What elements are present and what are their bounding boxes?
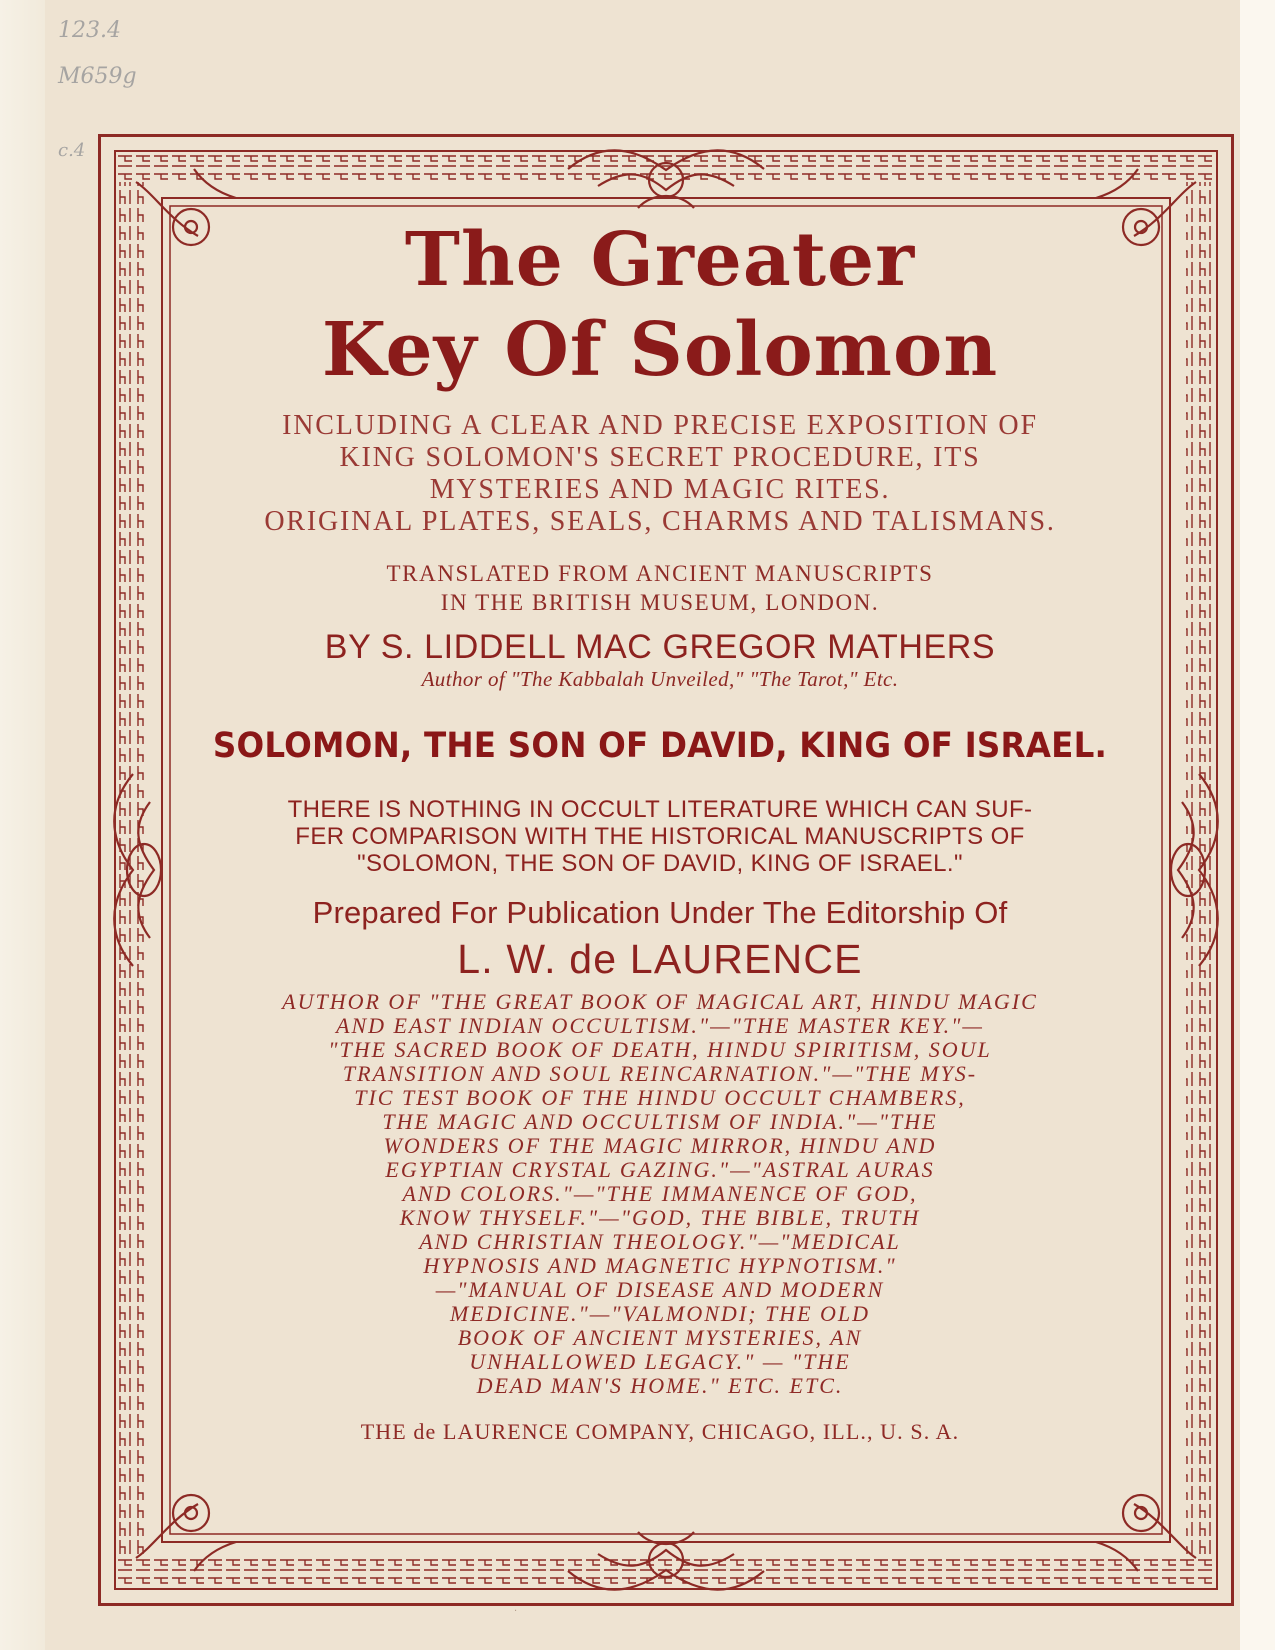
- translation-line-1: TRANSLATED FROM ANCIENT MANUSCRIPTS: [386, 561, 934, 586]
- author-byline: BY S. LIDDELL MAC GREGOR MATHERS: [324, 628, 996, 666]
- works-line: WONDERS OF THE MAGIC MIRROR, HINDU AND: [383, 1133, 937, 1158]
- works-line: AND EAST INDIAN OCCULTISM."—"THE MASTER KEY."—: [336, 1013, 984, 1038]
- statement-line-2: FER COMPARISON WITH THE HISTORICAL MANUSCRIPTS OF: [295, 823, 1025, 850]
- statement-line-3: "SOLOMON, THE SON OF DAVID, KING OF ISRAEL.": [357, 850, 963, 877]
- translation-line-2: IN THE BRITISH MUSEUM, LONDON.: [440, 590, 880, 615]
- left-margin-strip: [0, 0, 45, 1650]
- description-line-3: MYSTERIES AND MAGIC RITES.: [429, 474, 891, 505]
- handwritten-call-number-2: M659g: [58, 64, 137, 89]
- works-line: KNOW THYSELF."—"GOD, THE BIBLE, TRUTH: [399, 1205, 921, 1230]
- editor-name: L. W. de LAURENCE: [457, 936, 863, 982]
- description-line-1: INCLUDING A CLEAR AND PRECISE EXPOSITION OF: [282, 410, 1038, 441]
- publisher-line: THE de LAURENCE COMPANY, CHICAGO, ILL., U. S. A.: [360, 1419, 960, 1444]
- title-line-2: Key Of Solomon: [321, 307, 999, 393]
- title-page-content: [170, 218, 1150, 1518]
- author-credentials: Author of "The Kabbalah Unveiled," "The Tarot," Etc.: [421, 667, 899, 691]
- works-line: HYPNOSIS AND MAGNETIC HYPNOTISM.": [423, 1253, 897, 1278]
- title-line-1: The Greater: [404, 217, 916, 303]
- description-line-4: ORIGINAL PLATES, SEALS, CHARMS AND TALISMANS.: [264, 506, 1056, 537]
- main-headline: SOLOMON, THE SON OF DAVID, KING OF ISRAEL.: [212, 726, 1108, 766]
- works-line: AND COLORS."—"THE IMMANENCE OF GOD,: [402, 1181, 918, 1206]
- handwritten-call-number-3: c.4: [58, 140, 86, 161]
- works-line: MEDICINE."—"VALMONDI; THE OLD: [449, 1301, 871, 1326]
- works-line: THE MAGIC AND OCCULTISM OF INDIA."—"THE: [382, 1109, 938, 1134]
- description-line-2: KING SOLOMON'S SECRET PROCEDURE, ITS: [339, 442, 981, 473]
- works-line: TRANSITION AND SOUL REINCARNATION."—"THE MYS-: [342, 1061, 978, 1086]
- works-line: UNHALLOWED LEGACY." — "THE: [469, 1349, 851, 1374]
- prepared-for-publication: Prepared For Publication Under The Editorship Of: [312, 895, 1008, 930]
- works-line: TIC TEST BOOK OF THE HINDU OCCULT CHAMBERS,: [354, 1085, 966, 1110]
- works-line: EGYPTIAN CRYSTAL GAZING."—"ASTRAL AURAS: [385, 1157, 935, 1182]
- works-line: "THE SACRED BOOK OF DEATH, HINDU SPIRITISM, SOUL: [328, 1037, 992, 1062]
- statement-line-1: THERE IS NOTHING IN OCCULT LITERATURE WHICH CAN SUF-: [287, 796, 1033, 823]
- works-line: BOOK OF ANCIENT MYSTERIES, AN: [457, 1325, 863, 1350]
- works-line: AUTHOR OF "THE GREAT BOOK OF MAGICAL ART, HINDU MAGIC: [282, 989, 1038, 1014]
- works-line: AND CHRISTIAN THEOLOGY."—"MEDICAL: [419, 1229, 901, 1254]
- handwritten-call-number-1: 123.4: [58, 18, 121, 43]
- page-folio-mark: ·: [514, 1606, 518, 1617]
- works-line: —"MANUAL OF DISEASE AND MODERN: [435, 1277, 885, 1302]
- works-line: DEAD MAN'S HOME." ETC. ETC.: [476, 1373, 844, 1398]
